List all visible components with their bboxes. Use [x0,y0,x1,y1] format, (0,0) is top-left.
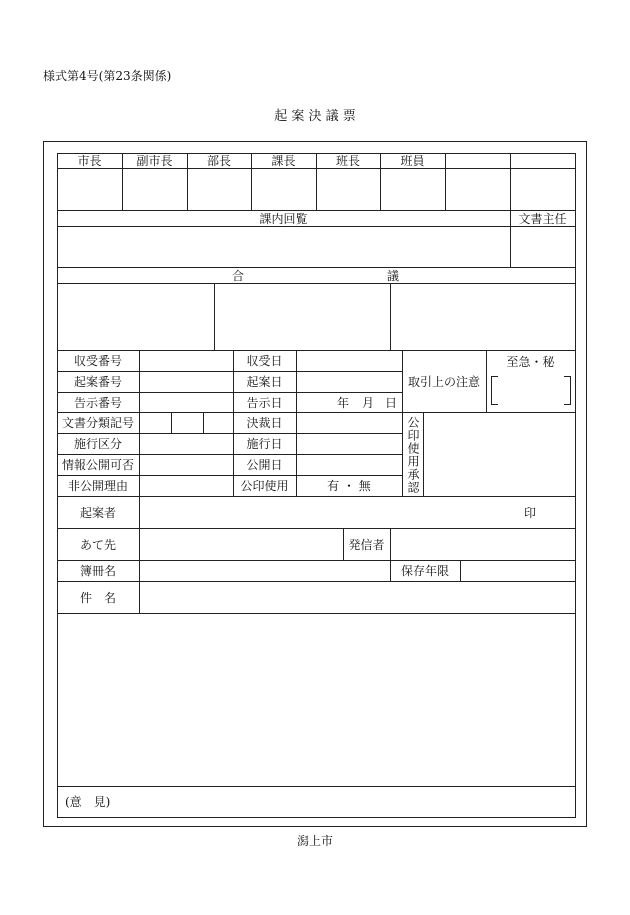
approver-department-head: 部長 [206,154,231,168]
drafter-label: 起案者 [79,505,116,520]
date-year: 年 [336,395,349,410]
date-day: 日 [384,395,397,410]
ledger-name-label: 簿冊名 [79,564,116,578]
internal-circulation-label: 課内回覧 [259,211,308,226]
notice-number-label: 告示番号 [73,395,122,410]
date-month: 月 [361,395,374,410]
consultation-label-1: 合 [231,268,244,283]
urgent-secret-label: 至急・秘 [506,354,555,369]
receipt-number-label: 収受番号 [73,354,122,368]
approver-mayor: 市長 [77,154,102,168]
draft-date-label: 起案日 [246,375,283,389]
consultation-label-2: 議 [386,268,399,283]
bracket-right-icon [564,376,571,405]
seal-approval-label: 公印使用承認 [406,416,420,494]
enforcement-category-label: 施行区分 [73,437,122,451]
bracket-left-icon [491,376,498,405]
notice-date-label: 告示日 [246,395,283,410]
form-number: 様式第4号(第23条関係) [43,69,172,83]
document-officer-label: 文書主任 [518,211,567,226]
approver-team-member: 班員 [400,154,425,168]
addressee-label: あて先 [79,537,116,552]
classification-code-label: 文書分類記号 [61,416,134,430]
seal-mark: 印 [523,505,536,520]
sender-label: 発信者 [348,537,385,552]
approver-section-chief: 課長 [271,154,296,168]
approver-deputy-mayor: 副市長 [136,154,173,168]
decision-date-label: 決裁日 [246,416,283,430]
page-title: 起 案 決 議 票 [274,109,356,124]
draft-number-label: 起案番号 [73,375,122,389]
approver-team-leader: 班長 [335,154,360,168]
disclosure-label: 情報公開可否 [61,458,134,472]
receipt-date-label: 収受日 [246,354,283,368]
subject-label: 件 名 [79,590,116,605]
retention-period-label: 保存年限 [400,564,449,578]
seal-yes-no: 有 ・ 無 [327,479,371,493]
publication-date-label: 公開日 [246,458,283,472]
handling-notes-label: 取引上の注意 [407,374,480,389]
nondisclosure-reason-label: 非公開理由 [67,479,128,493]
city-name: 潟上市 [296,834,333,848]
official-seal-use-label: 公印使用 [240,479,289,493]
opinion-label: (意 見) [65,795,111,809]
enforcement-date-label: 施行日 [246,437,283,451]
